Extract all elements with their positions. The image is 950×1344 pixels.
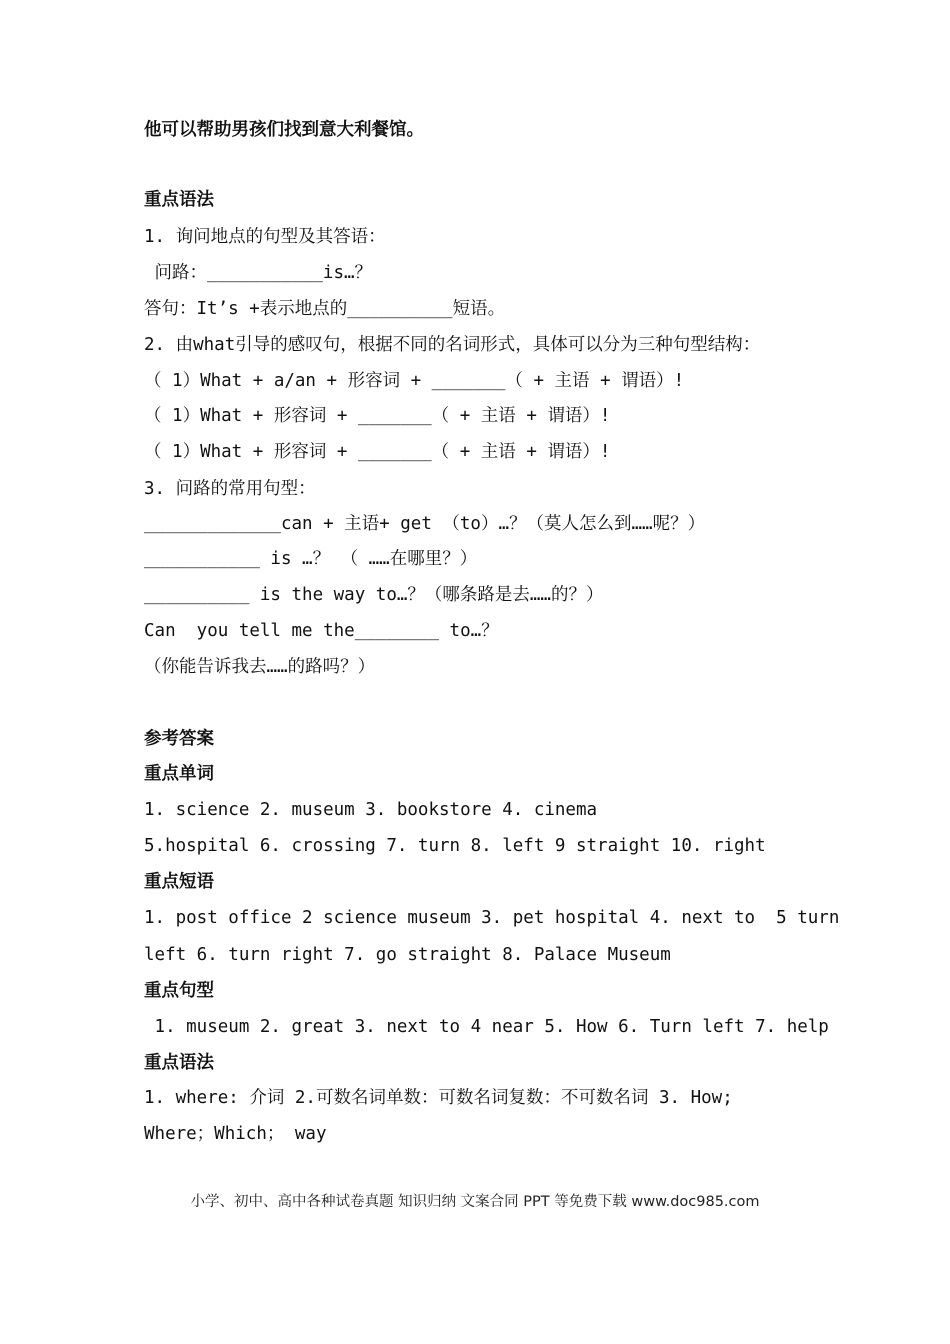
answers-grammar-line-1: 1. where: 介词 2.可数名词单数：可数名词复数：不可数名词 3. How; — [144, 1088, 733, 1108]
grammar-line-4: 2. 由what引导的感叹句，根据不同的名词形式，具体可以分为三种句型结构： — [144, 335, 761, 355]
grammar-line-12: Can you tell me the________ to…？ — [144, 621, 499, 641]
grammar-line-2: 问路：___________is…？ — [144, 263, 373, 283]
grammar-line-9: _____________can + 主语+ get （to）…？（莫人怎么到……呢？） — [144, 514, 706, 534]
page-footer: 小学、初中、高中各种试卷真题 知识归纳 文案合同 PPT 等免费下载 www.doc985.com — [190, 1194, 760, 1210]
answers-words-line-1: 1. science 2. museum 3. bookstore 4. cinema — [144, 800, 598, 820]
answers-words-line-2: 5.hospital 6. crossing 7. turn 8. left 9 straight 10. right — [144, 836, 766, 856]
answers-phrases-line-2: left 6. turn right 7. go straight 8. Palace Museum — [144, 945, 671, 965]
answers-words-heading: 重点单词 — [144, 764, 214, 784]
grammar-line-10: ___________ is …？ （ ……在哪里？） — [144, 549, 478, 569]
answers-grammar-line-2: Where；Which； way — [144, 1124, 327, 1144]
grammar-line-1: 1. 询问地点的句型及其答语： — [144, 227, 386, 247]
answers-sentences-line-1: 1. museum 2. great 3. next to 4 near 5. How 6. Turn left 7. help — [144, 1017, 829, 1037]
grammar-line-7: （ 1）What + 形容词 + _______（ + 主语 + 谓语）! — [144, 442, 611, 462]
grammar-line-11: __________ is the way to…？（哪条路是去……的？） — [144, 585, 604, 605]
grammar-line-5: （ 1）What + a/an + 形容词 + _______（ + 主语 + 谓语）! — [144, 371, 685, 391]
answers-phrases-heading: 重点短语 — [144, 872, 214, 892]
grammar-heading: 重点语法 — [144, 190, 214, 210]
intro-sentence: 他可以帮助男孩们找到意大利餐馆。 — [144, 120, 424, 140]
grammar-line-8: 3. 问路的常用句型： — [144, 479, 316, 499]
answers-heading: 参考答案 — [144, 729, 214, 749]
answers-grammar-heading: 重点语法 — [144, 1053, 214, 1073]
answers-phrases-line-1: 1. post office 2 science museum 3. pet hospital 4. next to 5 turn — [144, 908, 840, 928]
grammar-line-3: 答句：It’s +表示地点的__________短语。 — [144, 299, 506, 319]
answers-sentences-heading: 重点句型 — [144, 981, 214, 1001]
grammar-line-6: （ 1）What + 形容词 + _______（ + 主语 + 谓语）! — [144, 406, 611, 426]
grammar-line-13: （你能告诉我去……的路吗？） — [144, 657, 376, 677]
